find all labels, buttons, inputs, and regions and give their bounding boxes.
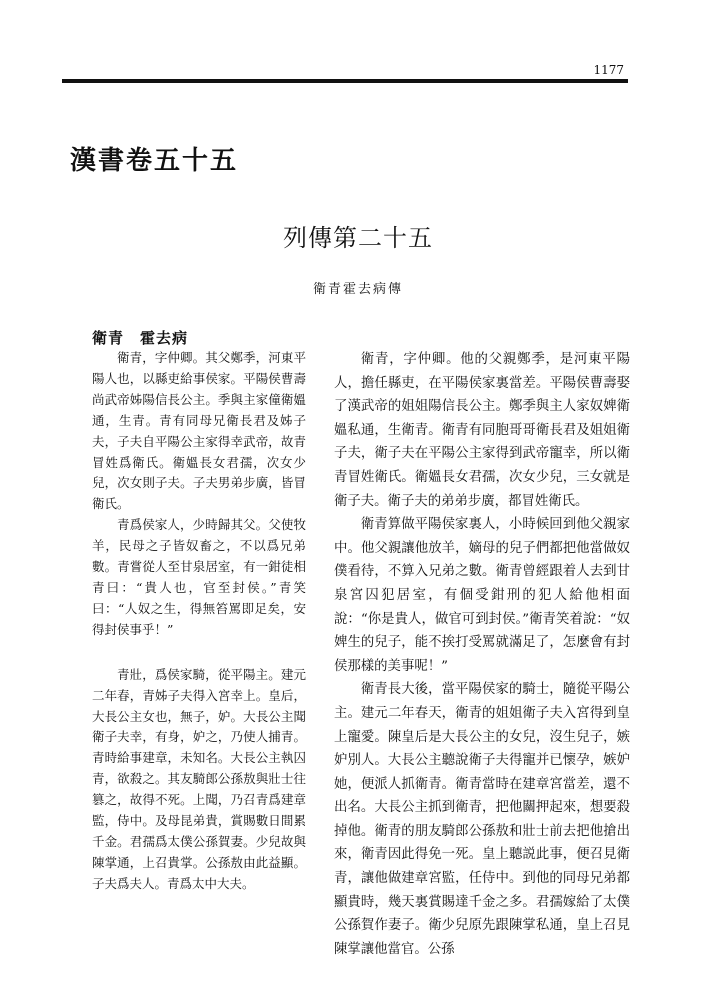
modern-paragraph: 衛青，字仲卿。他的父親鄭季，是河東平陽人，擔任縣吏，在平陽侯家裏當差。平陽侯曹壽娶了漢武帝的姐姐陽信長公主。鄭季與主人家奴婢衛媼私通，生衛青。衛青有同胞哥哥衛長君及姐姐衛子夫，衛子夫在平陽公主家得到武帝寵幸，所以衛青冒姓衛氏。衛媼長女君孺，次女少兒，三女就是衛子夫。衛子夫的弟弟步廣，都冒姓衛氏。 (334, 352, 630, 509)
modern-paragraph: 衛青長大後，當平陽侯家的騎士，隨從平陽公主。建元二年春天，衛青的姐姐衛子夫入宮得到皇上寵愛。陳皇后是大長公主的女兒，沒生兒子，嫉妒別人。大長公主聽說衛子夫得寵并已懷孕，嫉妒她，便派人抓衛青。衛青當時在建章宮當差，還不出名。大長公主抓到衛青，把他關押起來，想要殺掉他。衛青的朋友騎郎公孫敖和壯士前去把他搶出來，衛青因此得免一死。皇上聽説此事，便召見衛青，讓他做建章宮監，任侍中。到他的同母兄弟都顯貴時，幾天裏賞賜達千金之多。君孺嫁給了太僕公孫賀作妻子。衛少兒原先跟陳掌私通，皇上召見陳掌讓他當官。公孫 (334, 682, 630, 957)
modern-translation-column (334, 348, 630, 961)
page-number: 1177 (593, 63, 624, 77)
header-rule (62, 79, 628, 83)
volume-title: 漢書卷五十五 (70, 146, 239, 176)
classical-paragraph: 衛青，字仲卿。其父鄭季，河東平陽人也，以縣吏給事侯家。平陽侯曹壽尚武帝姊陽信長公主。季與主家僮衛媼通，生青。青有同母兄衛長君及姊子夫，子夫自平陽公主家得幸武帝，故青冒姓爲衛氏。衛媼長女君孺，次女少兒，次女則子夫。子夫男弟步廣，皆冒衛氏。 (92, 350, 306, 512)
classical-text-column (92, 348, 306, 895)
section-heading: 衛青 霍去病 (92, 329, 189, 347)
classical-paragraph: 青爲侯家人，少時歸其父。父使牧羊，民母之子皆奴畜之，不以爲兄弟數。青嘗從人至甘泉居室，有一鉗徒相青曰：“貴人也，官至封侯。”青笑曰：“人奴之生，得無笞罵即足矣，安得封侯事乎！” (92, 517, 306, 637)
chapter-subtitle: 衛青霍去病傳 (312, 282, 403, 297)
modern-paragraph: 衛青算做平陽侯家裏人，小時候回到他父親家中。他父親讓他放羊，嫡母的兒子們都把他當做奴僕看待，不算入兄弟之數。衛青曾經跟着人去到甘泉宮囚犯居室，有個受鉗刑的犯人給他相面說：“你是貴人，做官可到封侯。”衛青笑着說：“奴婢生的兒子，能不挨打受罵就滿足了，怎麼會有封侯那樣的美事呢！” (334, 517, 630, 674)
chapter-title: 列傳第二十五 (283, 224, 433, 252)
classical-paragraph: 青壯，爲侯家騎，從平陽主。建元二年春，青姊子夫得入宮幸上。皇后，大長公主女也，無子，妒。大長公主聞衛子夫幸，有身，妒之，乃使人捕青。青時給事建章，未知名。大長公主執囚青，欲殺之。其友騎郎公孫敖與壯士往篡之，故得不死。上聞，乃召青爲建章監，侍中。及母昆弟貴，賞賜數日間累千金。君孺爲太僕公孫賀妻。少兒故與陳掌通，上召貴掌。公孫敖由此益顯。子夫爲夫人。青爲太中大夫。 (92, 666, 306, 891)
